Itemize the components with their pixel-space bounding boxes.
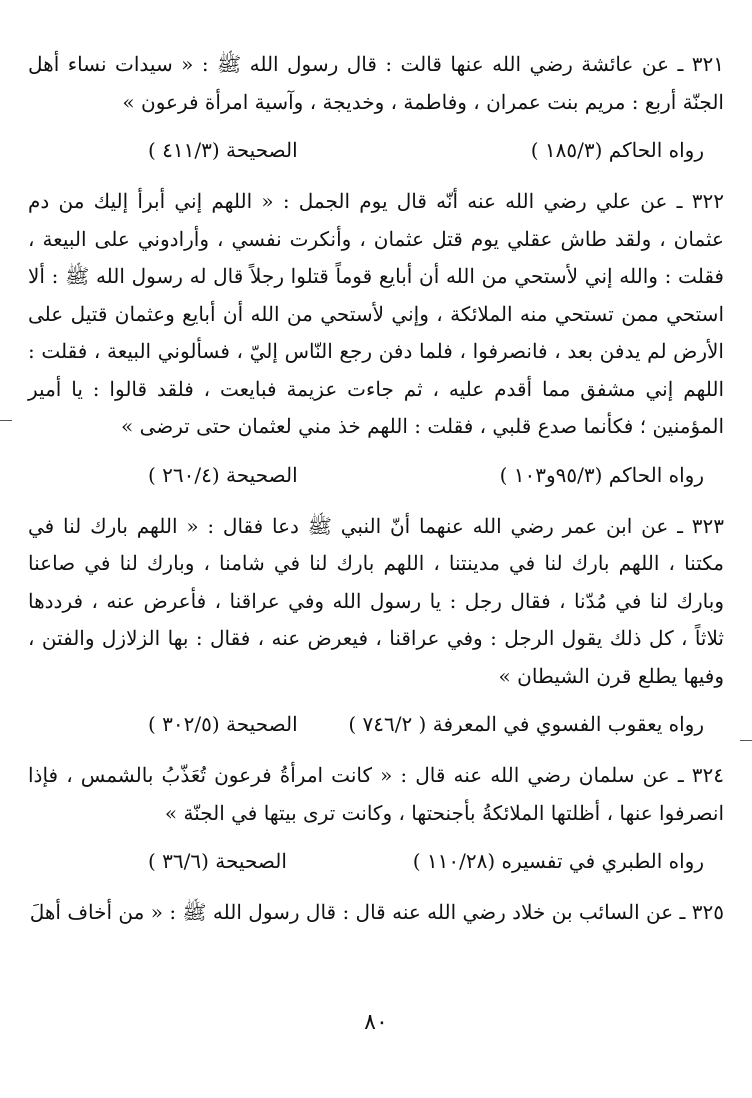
source-line-322 — [28, 460, 724, 490]
sahiha-reference: الصحيحة (٣٦/٦ ) — [148, 849, 287, 873]
sahiha-reference: الصحيحة (٤١١/٣ ) — [148, 138, 298, 162]
narrator-source: رواه يعقوب الفسوي في المعرفة ( ٧٤٦/٢ ) — [348, 712, 704, 736]
narrator-source: رواه الطبري في تفسيره (١١٠/٢٨ ) — [412, 849, 704, 873]
sahiha-reference: الصحيحة (٣٠٢/٥ ) — [148, 712, 298, 736]
source-line-323 — [28, 709, 724, 739]
narrator-source: رواه الحاكم (٩٥/٣و١٠٣ ) — [499, 462, 704, 487]
narrator-source: رواه الحاكم (١٨٥/٣ ) — [530, 138, 704, 162]
source-line-324 — [28, 846, 724, 876]
scan-edge-mark — [0, 420, 12, 421]
sahiha-reference: الصحيحة (٢٦٠/٤ ) — [148, 462, 298, 487]
hadith-322: ٣٢٢ ـ عن علي رضي الله عنه أنّه قال يوم الجمل : « اللهم إني أبرأ إليك من دم عثمان ، ولقد طاش عقلي يوم قتل عثمان ، وأنكرت نفسي ، وأرادوني على البيعة ، فقلت : والله إني لأستحي من الله أن أبايع قوماً قتلوا رجلاً قال له رسول الله ﷺ : ألا استحي ممن تستحي منه الملائكة ، وإني لأستحي من الله أن أبايع وعثمان قتيل على الأرض لم يدفن بعد ، فانصرفوا ، فلما دفن رجع النّاس إليّ ، فسألوني البيعة ، فقلت : اللهم إني مشفق مما أقدم عليه ، ثم جاءت عزيمة فبايعت ، فلقد قالوا : يا أمير المؤمنين ؛ فكأنما صدع قلبي ، فقلت : اللهم خذ مني لعثمان حتى ترضى » — [28, 189, 724, 438]
scan-edge-mark — [740, 740, 752, 741]
page-body — [28, 46, 724, 932]
hadith-325: ٣٢٥ ـ عن السائب بن خلاد رضي الله عنه قال : قال رسول الله ﷺ : « من أخاف أهلَ — [29, 900, 724, 924]
source-line-321 — [28, 135, 724, 165]
hadith-324: ٣٢٤ ـ عن سلمان رضي الله عنه قال : « كانت امرأةُ فرعون تُعَذّبُ بالشمس ، فإذا انصرفوا عنها ، أظلتها الملائكةُ بأجنحتها ، وكانت ترى بيتها في الجنّة » — [28, 763, 724, 825]
hadith-323: ٣٢٣ ـ عن ابن عمر رضي الله عنهما أنّ النبي ﷺ دعا فقال : « اللهم بارك لنا في مكتنا ، اللهم بارك لنا في مدينتنا ، اللهم بارك لنا في شامنا ، وبارك لنا في صاعنا وبارك لنا في مُدّنا ، فقال رجل : يا رسول الله وفي عراقنا ، فأعرض عنه ، فرددها ثلاثاً ، كل ذلك يقول الرجل : وفي عراقنا ، فيعرض عنه ، فقال : بها الزلازل والفتن ، وفيها يطلع قرن الشيطان » — [28, 513, 724, 688]
hadith-321: ٣٢١ ـ عن عائشة رضي الله عنها قالت : قال رسول الله ﷺ : « سيدات نساء أهل الجنّة أربع : مريم بنت عمران ، وفاطمة ، وخديجة ، وآسية امرأة فرعون » — [28, 52, 724, 114]
page-number: ٨٠ — [364, 1010, 388, 1035]
